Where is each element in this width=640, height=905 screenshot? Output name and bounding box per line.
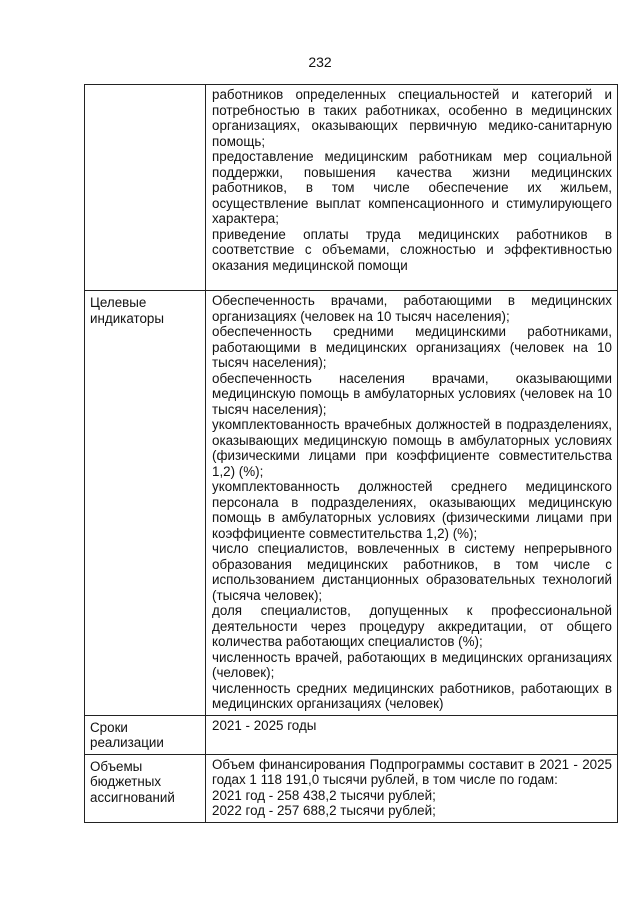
paragraph: предоставление медицинским работникам мер социальной поддержки, повышения качества жизни медицинских работников, в том числе обеспечение их жильем, осуществление выплат компенсационного и стимулирующего характера; [212,149,612,226]
passport-table [84,84,618,823]
paragraph: Объем финансирования Подпрограммы составит в 2021 - 2025 годах 1 118 191,0 тысячи рублей, в том числе по годам: [212,756,612,787]
paragraph: укомплектованность должностей среднего медицинского персонала в подразделениях, оказывающих медицинскую помощь в амбулаторных условиях (физическими лицами при коэффициенте совместительства 1,2) (%); [212,479,612,541]
paragraph: численность средних медицинских работников, работающих в медицинских организациях (человек) [212,680,612,711]
table-row-budget-allocations [85,754,618,822]
paragraph: приведение оплаты труда медицинских работников в соответствие с объемами, сложностью и эффективностью оказания медицинской помощи [212,226,612,273]
row-label: Сроки реализации [85,715,206,754]
paragraph: обеспеченность средними медицинскими работниками, работающими в медицинских организациях (человек на 10 тысяч населения); [212,324,612,370]
paragraph: число специалистов, вовлеченных в систему непрерывного образования медицинских работников, в том числе с использованием дистанционных образовательных технологий (тысяча человек); [212,541,612,603]
table-row-implementation-period [85,715,618,754]
row-content [206,754,618,822]
paragraph: работников определенных специальностей и категорий и потребностью в таких работниках, особенно в медицинских организациях, оказывающих первичную медико-санитарную помощь; [212,87,612,149]
paragraph: 2021 год - 258 438,2 тысячи рублей; [212,787,436,803]
paragraph: укомплектованность врачебных должностей в подразделениях, оказывающих медицинскую помощь в амбулаторных условиях (физическими лицами при коэффициенте совместительства 1,2) (%); [212,417,612,479]
paragraph: Обеспеченность врачами, работающими в медицинских организациях (человек на 10 тысяч населения); [212,293,612,324]
paragraph: доля специалистов, допущенных к профессиональной деятельности через процедуру аккредитации, от общего количества работающих специалистов (%); [212,603,612,649]
row-label: Объемы бюджетных ассигнований [85,754,206,822]
paragraph: 2022 год - 257 688,2 тысячи рублей; [212,803,436,818]
table-row-continuation [85,85,618,291]
row-label [85,85,206,291]
row-content [206,291,618,716]
paragraph: численность врачей, работающих в медицинских организациях (человек); [212,649,612,680]
row-label: Целевые индикаторы [85,291,206,716]
page-number: 232 [308,54,332,70]
table-row-target-indicators [85,291,618,716]
paragraph: 2021 - 2025 годы [212,717,317,733]
row-content [206,85,618,291]
row-content [206,715,618,754]
paragraph: обеспеченность населения врачами, оказывающими медицинскую помощь в амбулаторных условиях (человек на 10 тысяч населения); [212,370,612,417]
